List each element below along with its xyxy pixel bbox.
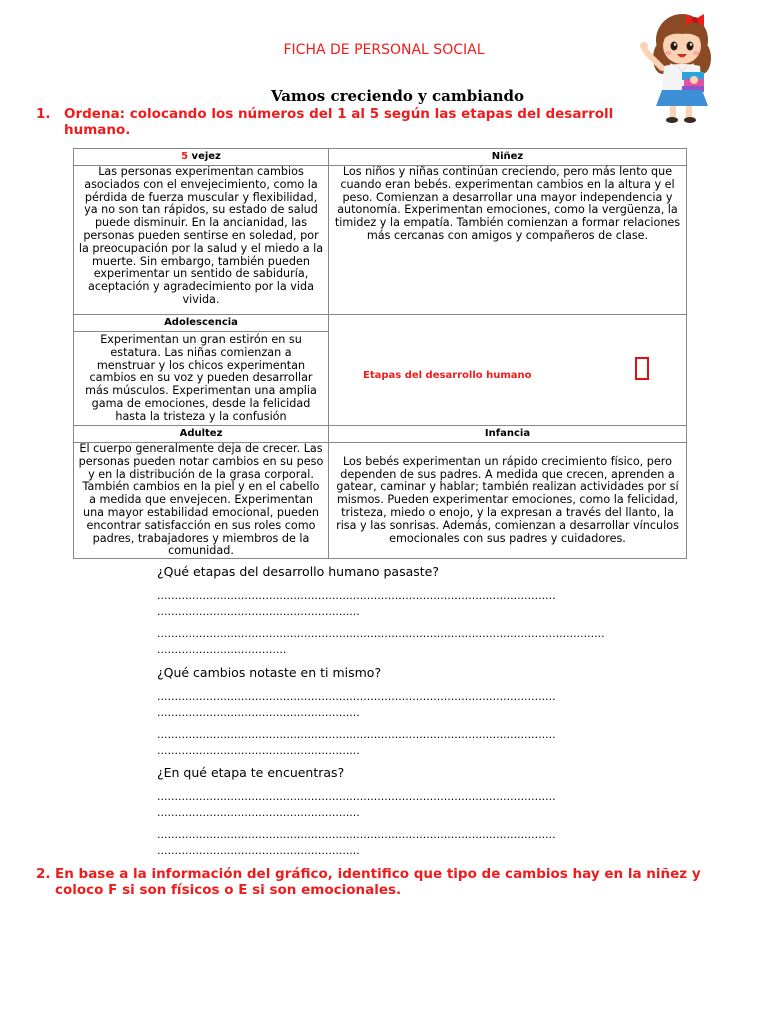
- question-stages: ¿Qué etapas del desarrollo humano pasaste?: [157, 564, 439, 579]
- vejez-header: [74, 149, 329, 166]
- adultez-text: El cuerpo generalmente deja de crecer. Las personas pueden notar cambios en su peso y en la distribución de la grasa corporal. También cambios en la piel y en el cabello a medida que envejecen. Experimentan una mayor estabilidad emocional, pueden encontrar satisfacción en sus roles como padres, trabajadores y miembros de la comunidad.: [74, 443, 329, 559]
- answer-line[interactable]: ..........................................................: [157, 844, 360, 857]
- vejez-text: Las personas experimentan cambios asociados con el envejecimiento, como la pérdida de fuerza muscular y flexibilidad, ya no son tan rápidos, su estado de salud puede disminuir. En la ancianidad, las personas pueden sentirse en soledad, por la preocupación por la salud y el miedo a la muerte. Sin embargo, también pueden experimentar un sentido de sabiduría, aceptación y agradecimiento por la vida vivida.: [74, 166, 329, 315]
- question-2-number: 2.: [36, 866, 51, 882]
- ninez-title: Niñez: [329, 149, 687, 166]
- page-title: FICHA DE PERSONAL SOCIAL: [283, 42, 485, 58]
- answer-line[interactable]: ..................................................................................................................: [157, 790, 556, 803]
- answer-line[interactable]: ..................................................................................................................: [157, 828, 556, 841]
- page-subtitle: Vamos creciendo y cambiando: [270, 87, 525, 105]
- ninez-text: Los niños y niñas continúan creciendo, pero más lento que cuando eran bebés. experimentan cambios en la altura y el peso. Comienzan a desarrollar una mayor independencia y autonomía. Experimentan emociones, como la vergüenza, la timidez y la empatía. También comienzan a formar relaciones más cercanas con amigos y compañeros de clase.: [329, 166, 687, 315]
- adultez-title: Adultez: [74, 426, 329, 443]
- question-1-number: 1.: [36, 106, 51, 122]
- adolescencia-title: Adolescencia: [74, 315, 328, 332]
- answer-line[interactable]: .....................................: [157, 643, 287, 656]
- center-cell: [329, 315, 687, 426]
- question-1-text: Ordena: colocando los números del 1 al 5 según las etapas del desarroll humano.: [64, 106, 614, 138]
- vejez-number: 5: [181, 150, 189, 162]
- vejez-title: vejez: [191, 150, 221, 162]
- answer-line[interactable]: ..................................................................................................................: [157, 690, 556, 703]
- adolescencia-text: Experimentan un gran estirón en su estatura. Las niñas comienzan a menstruar y los chicos experimentan cambios en su voz y pueden desarrollar más músculos. Experimentan una amplia gama de emociones, desde la felicidad hasta la tristeza y la confusión: [85, 333, 317, 423]
- question-changes: ¿Qué cambios notaste en ti mismo?: [157, 665, 382, 680]
- diagram-label: Etapas del desarrollo humano: [363, 370, 532, 381]
- answer-line[interactable]: ..................................................................................................................: [157, 728, 556, 741]
- answer-line[interactable]: ..................................................................................................................: [157, 589, 556, 602]
- question-2-text: En base a la información del gráfico, identifico que tipo de cambios hay en la niñez y coloco F si son físicos o E si son emocionales.: [55, 866, 701, 898]
- answer-line[interactable]: ..........................................................: [157, 806, 360, 819]
- answer-line[interactable]: ..........................................................: [157, 744, 360, 757]
- infancia-text: Los bebés experimentan un rápido crecimiento físico, pero dependen de sus padres. A medida que crecen, aprenden a gatear, caminar y hablar; también realizan actividades por sí mismos. Pueden experimentar emociones, como la felicidad, tristeza, miedo o enojo, y la expresan a través del llanto, la risa y las sonrisas. Además, comienzan a desarrollar vínculos emocionales con sus padres y cuidadores.: [329, 443, 687, 559]
- stages-table: [73, 148, 687, 559]
- question-current-stage: ¿En qué etapa te encuentras?: [157, 765, 345, 780]
- answer-line[interactable]: ................................................................................................................................: [157, 627, 605, 640]
- answer-line[interactable]: ..........................................................: [157, 706, 360, 719]
- answer-line[interactable]: ..........................................................: [157, 605, 360, 618]
- infancia-title: Infancia: [329, 426, 687, 443]
- missing-image-box: [635, 357, 649, 380]
- adolescencia-cell: [74, 315, 329, 426]
